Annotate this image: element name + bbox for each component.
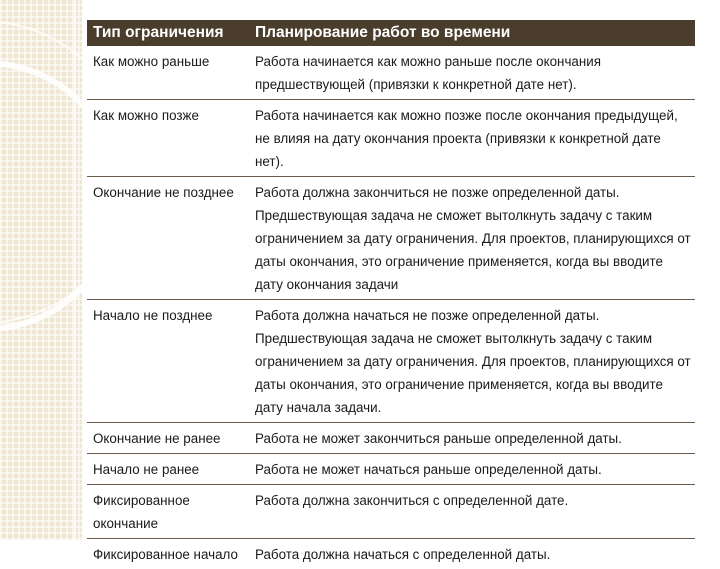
constraint-type-cell: Фиксированное окончание (87, 485, 249, 539)
constraint-description-cell: Работа должна начаться не позже определенной даты. Предшествующая задача не сможет вытолкнуть задачу с таким ограничением за дату ограничения. Для проектов, планирующихся от даты окончания, это ограничение применяется, когда вы вводите дату начала задачи. (249, 300, 695, 423)
constraint-description-cell: Работа не может начаться раньше определенной даты. (249, 454, 695, 485)
constraint-description-cell: Работа начинается как можно позже после окончания предыдущей, не влияя на дату окончания проекта (привязки к конкретной дате нет). (249, 100, 695, 177)
constraint-description-cell: Работа должна начаться с определенной даты. (249, 539, 695, 569)
table-row (87, 539, 695, 569)
table-row (87, 46, 695, 100)
constraint-description-cell: Работа должна закончиться не позже определенной даты. Предшествующая задача не сможет вытолкнуть задачу с таким ограничением за дату ограничения. Для проектов, планирующихся от даты окончания, это ограничение применяется, когда вы вводите дату окончания задачи (249, 177, 695, 300)
header-constraint-type: Тип ограничения (87, 20, 249, 46)
constraint-description-cell: Работа не может закончиться раньше определенной даты. (249, 423, 695, 454)
table-row (87, 100, 695, 177)
constraint-type-cell: Фиксированное начало (87, 539, 249, 569)
constraint-type-cell: Начало не позднее (87, 300, 249, 423)
constraint-description-cell: Работа должна закончиться с определенной дате. (249, 485, 695, 539)
constraint-type-cell: Как можно позже (87, 100, 249, 177)
table-row (87, 485, 695, 539)
table-row (87, 454, 695, 485)
constraint-type-cell: Как можно раньше (87, 46, 249, 100)
constraint-type-cell: Начало не ранее (87, 454, 249, 485)
constraint-type-cell: Окончание не позднее (87, 177, 249, 300)
table-row (87, 177, 695, 300)
header-scheduling: Планирование работ во времени (249, 20, 695, 46)
table-header-row (87, 20, 695, 46)
constraint-description-cell: Работа начинается как можно раньше после окончания предшествующей (привязки к конкретной дате нет). (249, 46, 695, 100)
constraint-type-cell: Окончание не ранее (87, 423, 249, 454)
constraint-types-table (87, 20, 695, 569)
table-row (87, 300, 695, 423)
decorative-divider-line (74, 0, 76, 540)
table-row (87, 423, 695, 454)
